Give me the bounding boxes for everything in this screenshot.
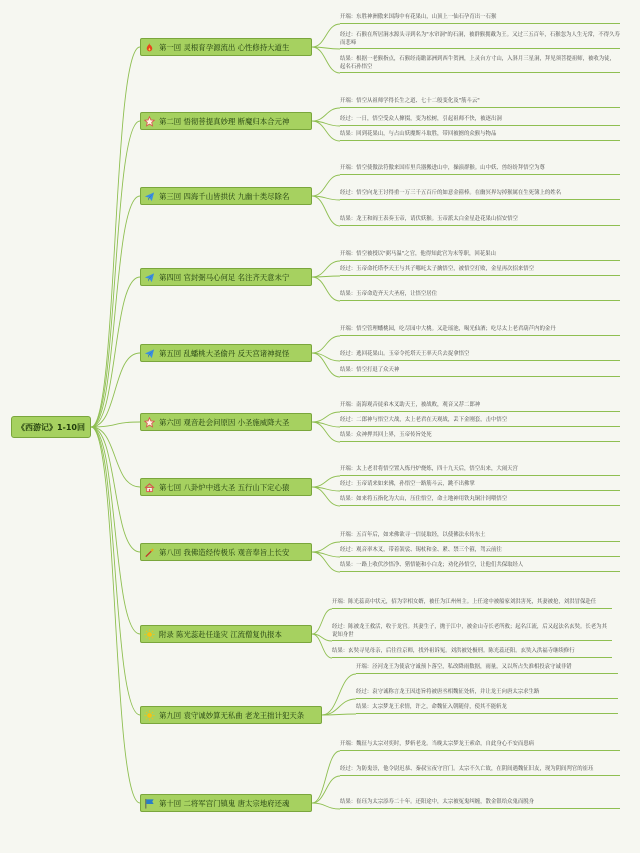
detail-text: 开端：南海观音徒弟木叉助天王，被战败，观音又荐二郎神: [340, 402, 620, 412]
detail-text: 开端：悟空使傲法符傲来国库里兵器搬进山中，操演群猴。山中妖、兽纷纷拜悟空为尊: [340, 165, 620, 175]
connector: [91, 121, 140, 427]
detail-text: 经过：悟空向龙王讨得重一万三千五百斤的如意金箍棒。在幽冥界勾掉猴属在生死簿上的姓名: [340, 190, 620, 200]
connector: [312, 336, 340, 353]
connector: [312, 175, 340, 196]
chapter-title: 第八回 我佛造经传极乐 观音奉旨上长安: [159, 547, 290, 557]
detail-text: 经过：一日，悟空受众人撺掇，变为松树，引起祖师不快，被逐出洞: [340, 116, 620, 126]
connector: [322, 674, 356, 715]
detail-text: 结果：玄奘寻见母亲，后往往京师，找外祖诉冤。刘洪被处极刑。陈光蕊还阳。玄奘入洪福寺继续修行: [332, 648, 612, 658]
connector: [312, 47, 340, 73]
connector: [312, 108, 340, 121]
detail-text: 结果：众神押其回上界，玉帝传旨处死: [340, 432, 620, 442]
chapter-node[interactable]: [140, 112, 312, 130]
detail-text: 经过：玉帝请来如来佛，孙悟空一路筋斗云，跳不出佛掌: [340, 481, 620, 491]
connector: [91, 47, 140, 427]
detail-text: 经过：玉帝命托塔李天王与其子哪吒太子擒悟空，被悟空打败，金星再次招来悟空: [340, 266, 620, 276]
detail-text: 结果：龙王和阎王表奏玉帝，请伏妖猴。玉帝派太白金星赴花果山招安悟空: [340, 216, 620, 226]
chapter-title: 第二回 悟彻菩提真妙理 断魔归本合元神: [159, 116, 290, 126]
detail-text: 经过：为防鬼崇，他令尉迟恭、秦叔宝夜守宫门。太宗不久亡故，在阴间遇魏征旧友，现为阴间判官的崔珏: [340, 766, 620, 776]
chapter-title: 第三回 四海千山皆拱伏 九幽十类尽除名: [159, 191, 290, 201]
paper-plane-icon: [144, 191, 155, 202]
detail-text: 经过：逃回花果山。玉帝令托塔天王率天兵去捉拿悟空: [340, 351, 620, 361]
fire-icon: [144, 42, 155, 53]
connector: [312, 24, 340, 47]
connector: [322, 699, 356, 715]
connector: [312, 261, 340, 277]
connector: [312, 476, 340, 487]
root-node[interactable]: [11, 416, 91, 438]
connector: [312, 803, 340, 809]
root-title: 《西游记》1-10回: [16, 422, 86, 432]
detail-text: 开端：悟空管理蟠桃园，吃尽园中大桃。又赴瑶池，喝光仙酒；吃尽太上老君葫芦内的金丹: [340, 326, 620, 336]
chapter-title: 第四回 官封弼马心何足 名注齐天意未宁: [159, 272, 290, 282]
chapter-title: 第十回 二将军宫门镇鬼 唐太宗地府还魂: [159, 798, 290, 808]
detail-text: 结果：如来将五指化为大山，压住悟空，命土地神用铁丸铜汁饲喂悟空: [340, 496, 620, 506]
star-icon: [144, 116, 155, 127]
wand-icon: [144, 547, 155, 558]
detail-text: 经过：二郎神与悟空大战，太上老君在天观战，丢下金刚套，击中悟空: [340, 417, 620, 427]
detail-text: 结果：太宗梦龙王求情，许之，命魏征入朝随侍，使其不能斩龙: [356, 704, 618, 714]
detail-text: 结果：崔珏为太宗添寿二十年。还阳途中，太宗被冤鬼纠缠，散金银给众鬼而脱身: [340, 799, 620, 809]
detail-text: 经过：袁守诚称言龙王因违旨将被唐丞相魏征处斩，并让龙王向唐太宗求生路: [356, 689, 618, 699]
chapter-node[interactable]: [140, 478, 312, 496]
detail-text: 结果：玉帝命造齐天大圣府，让悟空居住: [340, 291, 620, 301]
detail-text: 开端：泾河龙王为使袁守诚预卜落空，私改降雨数据，雨量，又以所占失准相投袁守诚非错: [356, 664, 618, 674]
sun-icon: [144, 710, 155, 721]
connector: [312, 121, 340, 141]
connector: [312, 609, 332, 634]
connector: [91, 427, 140, 803]
chapter-node[interactable]: [140, 625, 312, 643]
detail-text: 结果：一路上收伏沙悟净、猪悟能和小白龙；劝化孙悟空，让他们共保取经人: [340, 562, 620, 572]
connector: [312, 277, 340, 301]
chapter-node[interactable]: [140, 413, 312, 431]
detail-text: 经过：石猴在所居涧水源头寻到名为"水帘洞"的石洞，被群猴拥戴为王。又过三五百年，石猴忽为人生无常，不得久寿而悲啼: [340, 32, 620, 49]
detail-text: 经过：陈被龙王救活，收于龙宫。其妻生子，抛于江中，被金山寺长老所救；起名江流，后又起法名玄奘。长老为其说知身世: [332, 624, 612, 641]
connector: [312, 422, 340, 442]
connector: [312, 542, 340, 552]
chapter-node[interactable]: [140, 38, 312, 56]
home-icon: [144, 482, 155, 493]
chapter-title: 第九回 袁守诚妙算无私曲 老龙王拙计犯天条: [159, 710, 305, 720]
chapter-title: 第五回 乱蟠桃大圣偷丹 反天宫诸神捉怪: [159, 348, 290, 358]
detail-text: 结果：回到花果山，与占山妖魔斯斗取胜，带回被掳的众猴与物品: [340, 131, 620, 141]
sun-icon: [144, 629, 155, 640]
detail-text: 开端：太上老君将悟空置入炼丹炉烧炼，四十九天后，悟空出来，大闹天宫: [340, 466, 620, 476]
connector: [91, 427, 140, 715]
chapter-title: 第六回 观音赴会问原因 小圣施威降大圣: [159, 417, 290, 427]
chapter-node[interactable]: [140, 344, 312, 362]
connector: [312, 412, 340, 422]
chapter-node[interactable]: [140, 706, 322, 724]
connector: [312, 196, 340, 226]
detail-text: 结果：根据一老猴指点，石猴经南瞻部洲到西牛贺洲，上灵台方寸山，入斜月三星洞，拜见须菩提祖师，被收为徒，起名石孙悟空: [340, 56, 620, 73]
detail-text: 结果：悟空打退了众天神: [340, 367, 620, 377]
chapter-title: 第一回 灵根育孕源流出 心性修持大道生: [159, 42, 290, 52]
detail-text: 开端：魏征与太宗对奕时，梦斩老龙。当晚太宗梦龙王索命，自此身心不安而患病: [340, 741, 620, 751]
chapter-node[interactable]: [140, 794, 312, 812]
chapter-node[interactable]: [140, 268, 312, 286]
paper-plane-icon: [144, 348, 155, 359]
detail-text: 开端：五百年后，如来佛欲寻一信徒取经，以使佛法永传东土: [340, 532, 620, 542]
chapter-node[interactable]: [140, 543, 312, 561]
detail-text: 开端：陈光蕊高中状元，招为宰相女婿，被任为江州州主。上任途中被船家刘洪害死，其妻被抢，刘洪冒保赴任: [332, 599, 612, 609]
connector: [312, 552, 340, 572]
detail-text: 开端：悟空从祖师学得长生之道、七十二般变化及"筋斗云": [340, 98, 620, 108]
chapter-title: 第七回 八卦炉中逃大圣 五行山下定心猿: [159, 482, 290, 492]
star-icon: [144, 417, 155, 428]
paper-plane-icon: [144, 272, 155, 283]
detail-text: 经过：观音率木叉，带着袈裟、锡杖和金、紧、禁三个箍，驾云前往: [340, 547, 620, 557]
flag-icon: [144, 798, 155, 809]
connector: [312, 487, 340, 506]
chapter-title: 附录 陈光蕊赴任逢灾 江流僧复仇报本: [159, 629, 282, 639]
detail-text: 开端：东胜神洲傲来国海中有花果山，山顶上一仙石孕育出一石猴: [340, 14, 620, 24]
detail-text: 开端：悟空被授以"弼马温"之官，他得知此官为末等职，回花果山: [340, 251, 620, 261]
connector: [312, 776, 340, 803]
connector: [91, 277, 140, 427]
chapter-node[interactable]: [140, 187, 312, 205]
